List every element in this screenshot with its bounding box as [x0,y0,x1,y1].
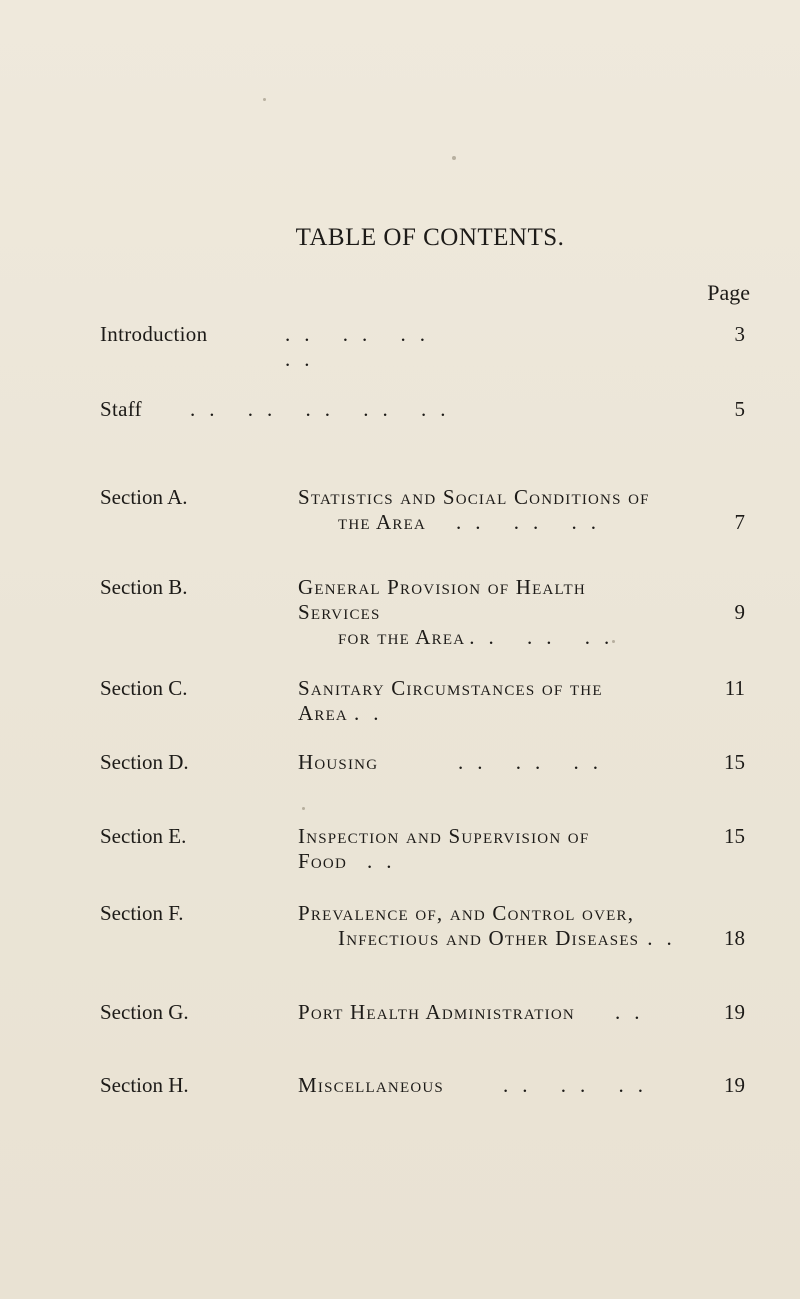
section-label: Section D. [100,750,189,774]
dot-leaders: .. .. .. [469,625,624,649]
dot-leaders: .. .. .. .. [285,322,439,371]
entry-title: Inspection and Supervision of Food .. [298,824,590,873]
entry-page-number: 18 [724,926,745,950]
entry-page-number: 5 [734,397,745,421]
section-label: Section G. [100,1000,189,1024]
entry-title: Staff .. .. .. .. .. [100,397,460,421]
dot-leaders: .. [615,1000,654,1024]
entry-title: Housing .. .. .. [298,750,612,774]
entry-page-number: 3 [734,322,745,346]
dot-leaders: .. [647,926,686,950]
entry-page-number: 15 [724,750,745,774]
entry-page-number: 19 [724,1073,745,1097]
section-label: Section H. [100,1073,189,1097]
section-label: Section F. [100,901,184,925]
paper-speck [302,807,305,810]
entry-title: General Provision of Health Services for the Area .. .. .. [298,575,624,649]
entry-title: Prevalence of, and Control over, Infectious and Other Diseases .. [298,901,686,950]
dot-leaders: .. [366,849,406,873]
section-label: Section C. [100,676,188,700]
section-label: Section A. [100,485,188,509]
dot-leaders: .. .. .. .. .. [190,397,460,421]
entry-page-number: 19 [724,1000,745,1024]
page-column-header: Page [707,280,750,305]
entry-page-number: 11 [724,676,745,700]
paper-speck [452,156,456,160]
entry-page-number: 7 [734,510,745,534]
section-label: Section B. [100,575,188,599]
paper-speck [263,98,266,101]
dot-leaders: .. .. .. [456,510,611,534]
entry-title: Miscellaneous .. .. .. [298,1073,657,1097]
entry-page-number: 9 [734,600,745,624]
entry-page-number: 15 [724,824,745,848]
entry-title: Port Health Administration .. [298,1000,654,1024]
dot-leaders: .. [353,701,393,725]
section-label: Section E. [100,824,187,848]
entry-title: Introduction .. .. .. .. [100,322,470,347]
page-title: TABLE OF CONTENTS. [295,224,565,251]
entry-title: Statistics and Social Conditions of the Area .. .. .. [298,485,650,534]
dot-leaders: .. .. .. [503,1073,657,1097]
entry-title: Sanitary Circumstances of the Area .. [298,676,603,725]
dot-leaders: .. .. .. [458,750,612,774]
